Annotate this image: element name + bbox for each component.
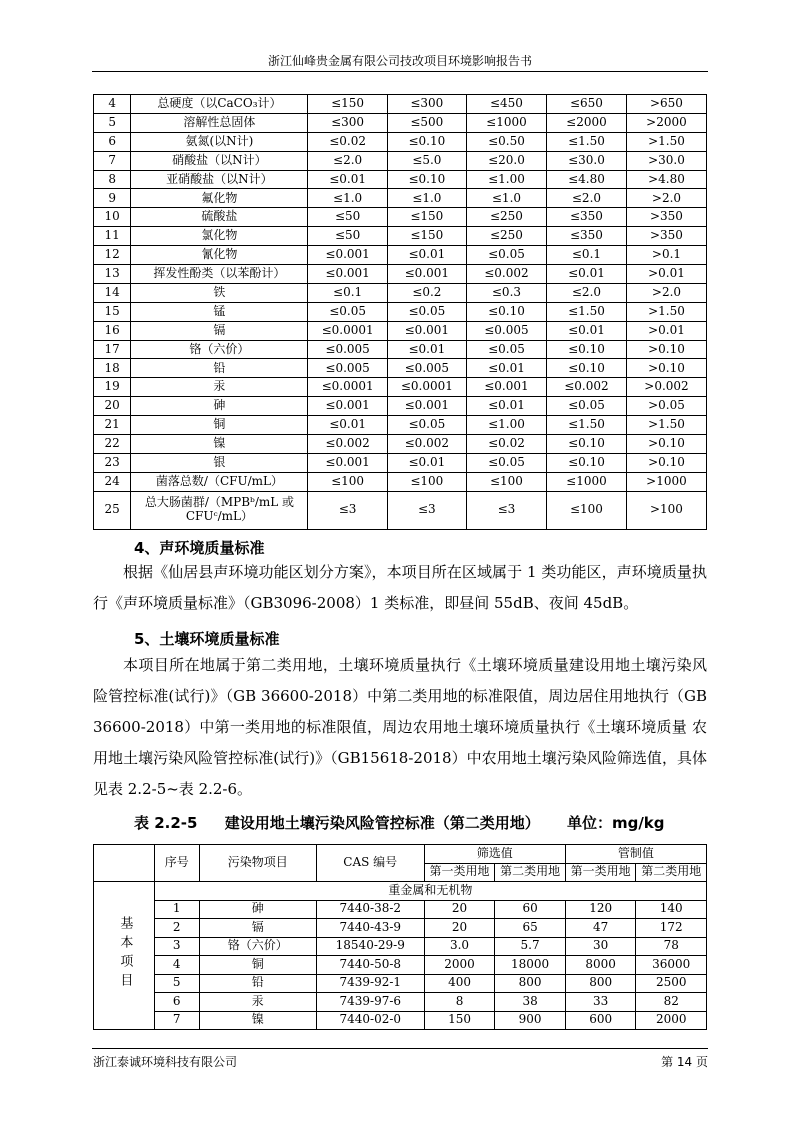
class-limit-value: ≤0.01 xyxy=(387,453,466,472)
row-number: 3 xyxy=(154,937,199,956)
cas-number: 7440-38-2 xyxy=(316,900,424,919)
class-limit-value: ≤250 xyxy=(466,208,546,227)
screen-class1-value: 2000 xyxy=(424,956,495,975)
class-limit-value: ≤50 xyxy=(308,208,387,227)
row-number: 20 xyxy=(94,397,131,416)
class-limit-value: ≤0.05 xyxy=(466,246,546,265)
class-limit-value: ≤100 xyxy=(466,472,546,491)
row-number: 13 xyxy=(94,265,131,284)
side-label-cell xyxy=(94,882,155,1030)
row-number: 17 xyxy=(94,340,131,359)
table-row xyxy=(94,283,707,302)
class-limit-value: ≤650 xyxy=(546,95,626,114)
class-limit-value: ≤350 xyxy=(546,227,626,246)
class-limit-value: ≤0.01 xyxy=(308,416,387,435)
class-limit-value: ≤0.05 xyxy=(308,302,387,321)
class-limit-value: ≤0.10 xyxy=(546,359,626,378)
table-row xyxy=(94,956,707,975)
class-limit-value: ≤0.10 xyxy=(387,132,466,151)
control-class2-value: 78 xyxy=(636,937,707,956)
class-limit-value: ≤1.00 xyxy=(466,416,546,435)
row-number: 18 xyxy=(94,359,131,378)
section-4-text: 根据《仙居县声环境功能区划分方案》，本项目所在区域属于 1 类功能区，声环境质量执行《声环境质量标准》（GB3096-2008）1 类标准，即昼间 55dB、夜间 45dB。 xyxy=(93,563,707,612)
section-5-text: 本项目所在地属于第二类用地，土壤环境质量执行《土壤环境质量建设用地土壤污染风险管控标准(试行)》（GB 36600-2018）中第二类用地的标准限值，周边居住用地执行（GB 36600-2018）中第一类用地的标准限值，周边农用地土壤环境质量执行《土壤环境质量 农用地土壤污染风险管控标准(试行)》（GB15618-2018）中农用地土壤污染风险筛选值，具体见表 2.2-5~表 2.2-6。 xyxy=(93,656,707,798)
class-limit-value: ≤1.0 xyxy=(466,189,546,208)
row-number: 10 xyxy=(94,208,131,227)
pollutant-name: 砷 xyxy=(199,900,316,919)
groundwater-standard-table xyxy=(93,94,707,530)
class-limit-value: ≤3 xyxy=(308,491,387,529)
header-seq: 序号 xyxy=(154,845,199,882)
class-limit-value: ≤0.50 xyxy=(466,132,546,151)
control-class2-value: 2000 xyxy=(636,1011,707,1030)
class-limit-value: ≤0.005 xyxy=(387,359,466,378)
class-limit-value: ≤0.001 xyxy=(387,321,466,340)
class-limit-value: ≤0.001 xyxy=(308,453,387,472)
row-number: 12 xyxy=(94,246,131,265)
class-limit-value: ≤0.10 xyxy=(546,453,626,472)
class-limit-value: >0.01 xyxy=(626,321,706,340)
table-row xyxy=(94,208,707,227)
class-limit-value: ≤0.01 xyxy=(466,359,546,378)
table-row xyxy=(94,937,707,956)
class-limit-value: ≤3 xyxy=(466,491,546,529)
class-limit-value: >2.0 xyxy=(626,283,706,302)
class-limit-value: ≤0.001 xyxy=(308,246,387,265)
indicator-name: 挥发性酚类（以苯酚计） xyxy=(131,265,308,284)
class-limit-value: >0.01 xyxy=(626,265,706,284)
pollutant-name: 镉 xyxy=(199,919,316,938)
header-cas: CAS 编号 xyxy=(316,845,424,882)
row-number: 6 xyxy=(154,993,199,1012)
table-row xyxy=(94,491,707,529)
control-class2-value: 36000 xyxy=(636,956,707,975)
row-number: 16 xyxy=(94,321,131,340)
table-row xyxy=(94,900,707,919)
table-row xyxy=(94,378,707,397)
table-row xyxy=(94,397,707,416)
class-limit-value: ≤0.005 xyxy=(466,321,546,340)
class-limit-value: ≤150 xyxy=(387,227,466,246)
class-limit-value: ≤0.05 xyxy=(387,416,466,435)
header-control-class2: 第二类用地 xyxy=(636,863,707,882)
indicator-name: 硝酸盐（以N计） xyxy=(131,151,308,170)
class-limit-value: ≤0.001 xyxy=(308,397,387,416)
class-limit-value: ≤0.001 xyxy=(308,265,387,284)
indicator-name: 总大肠菌群/（MPBᵇ/mL 或 CFUᶜ/mL） xyxy=(131,491,308,529)
screen-class1-value: 3.0 xyxy=(424,937,495,956)
class-limit-value: ≤0.001 xyxy=(466,378,546,397)
class-limit-value: ≤100 xyxy=(546,491,626,529)
class-limit-value: ≤0.10 xyxy=(546,435,626,454)
cas-number: 7439-97-6 xyxy=(316,993,424,1012)
control-class1-value: 33 xyxy=(565,993,636,1012)
table-row xyxy=(94,919,707,938)
table-row xyxy=(94,340,707,359)
class-limit-value: ≤0.01 xyxy=(466,397,546,416)
class-limit-value: >2.0 xyxy=(626,189,706,208)
row-number: 9 xyxy=(94,189,131,208)
class-limit-value: ≤0.05 xyxy=(387,302,466,321)
class-limit-value: ≤5.0 xyxy=(387,151,466,170)
row-number: 15 xyxy=(94,302,131,321)
class-limit-value: ≤1.0 xyxy=(308,189,387,208)
row-number: 5 xyxy=(94,113,131,132)
screen-class2-value: 38 xyxy=(495,993,566,1012)
corner-cell xyxy=(94,845,155,882)
indicator-name: 总硬度（以CaCO₃计） xyxy=(131,95,308,114)
class-limit-value: >30.0 xyxy=(626,151,706,170)
control-class1-value: 120 xyxy=(565,900,636,919)
table-caption xyxy=(134,812,687,833)
class-limit-value: ≤0.05 xyxy=(466,453,546,472)
class-limit-value: ≤0.002 xyxy=(466,265,546,284)
indicator-name: 硫酸盐 xyxy=(131,208,308,227)
control-class2-value: 2500 xyxy=(636,974,707,993)
row-number: 7 xyxy=(94,151,131,170)
row-number: 7 xyxy=(154,1011,199,1030)
cas-number: 18540-29-9 xyxy=(316,937,424,956)
header-rule xyxy=(92,71,708,72)
table-row xyxy=(94,246,707,265)
class-limit-value: ≤0.0001 xyxy=(387,378,466,397)
screen-class2-value: 900 xyxy=(495,1011,566,1030)
class-limit-value: ≤0.01 xyxy=(387,340,466,359)
class-limit-value: ≤1.0 xyxy=(387,189,466,208)
table-row xyxy=(94,993,707,1012)
header-control: 管制值 xyxy=(565,845,706,864)
row-number: 25 xyxy=(94,491,131,529)
table-row xyxy=(94,453,707,472)
class-limit-value: ≤0.001 xyxy=(387,397,466,416)
screen-class1-value: 20 xyxy=(424,900,495,919)
row-number: 14 xyxy=(94,283,131,302)
row-number: 11 xyxy=(94,227,131,246)
indicator-name: 氯化物 xyxy=(131,227,308,246)
class-limit-value: ≤0.2 xyxy=(387,283,466,302)
class-limit-value: ≤2.0 xyxy=(308,151,387,170)
soil-standard-table xyxy=(93,844,707,1030)
screen-class1-value: 400 xyxy=(424,974,495,993)
table-row xyxy=(94,472,707,491)
table-row xyxy=(94,265,707,284)
class-limit-value: ≤100 xyxy=(387,472,466,491)
class-limit-value: ≤350 xyxy=(546,208,626,227)
pollutant-name: 汞 xyxy=(199,993,316,1012)
class-limit-value: >0.10 xyxy=(626,340,706,359)
indicator-name: 镉 xyxy=(131,321,308,340)
class-limit-value: >1.50 xyxy=(626,416,706,435)
indicator-name: 亚硝酸盐（以N计） xyxy=(131,170,308,189)
table-number: 表 2.2-5 xyxy=(134,814,198,832)
cas-number: 7440-43-9 xyxy=(316,919,424,938)
header-control-class1: 第一类用地 xyxy=(565,863,636,882)
class-limit-value: ≤100 xyxy=(308,472,387,491)
row-number: 6 xyxy=(94,132,131,151)
indicator-name: 锰 xyxy=(131,302,308,321)
class-limit-value: >650 xyxy=(626,95,706,114)
row-number: 2 xyxy=(154,919,199,938)
table-row xyxy=(94,113,707,132)
class-limit-value: ≤0.005 xyxy=(308,340,387,359)
row-number: 4 xyxy=(154,956,199,975)
section-5-heading: 5、土壤环境质量标准 xyxy=(134,630,280,648)
table-row xyxy=(94,189,707,208)
control-class1-value: 30 xyxy=(565,937,636,956)
section-4-heading: 4、声环境质量标准 xyxy=(134,539,265,557)
table-row xyxy=(94,1011,707,1030)
group-label: 重金属和无机物 xyxy=(154,882,706,901)
table-row xyxy=(94,359,707,378)
class-limit-value: ≤50 xyxy=(308,227,387,246)
row-number: 4 xyxy=(94,95,131,114)
class-limit-value: ≤450 xyxy=(466,95,546,114)
screen-class1-value: 8 xyxy=(424,993,495,1012)
class-limit-value: ≤2.0 xyxy=(546,283,626,302)
indicator-name: 铬（六价） xyxy=(131,340,308,359)
table-row xyxy=(94,227,707,246)
class-limit-value: >0.1 xyxy=(626,246,706,265)
header-screen-class1: 第一类用地 xyxy=(424,863,495,882)
cas-number: 7440-50-8 xyxy=(316,956,424,975)
side-label: 基本项目 xyxy=(117,915,133,992)
class-limit-value: ≤0.005 xyxy=(308,359,387,378)
screen-class2-value: 65 xyxy=(495,919,566,938)
table-row xyxy=(94,974,707,993)
footer-page-number: 第 14 页 xyxy=(661,1055,708,1069)
class-limit-value: >2000 xyxy=(626,113,706,132)
class-limit-value: >1.50 xyxy=(626,132,706,151)
class-limit-value: ≤3 xyxy=(387,491,466,529)
indicator-name: 铜 xyxy=(131,416,308,435)
indicator-name: 菌落总数/（CFU/mL） xyxy=(131,472,308,491)
header-item: 污染物项目 xyxy=(199,845,316,882)
class-limit-value: ≤300 xyxy=(308,113,387,132)
pollutant-name: 铬（六价） xyxy=(199,937,316,956)
control-class1-value: 8000 xyxy=(565,956,636,975)
class-limit-value: >350 xyxy=(626,208,706,227)
table-row xyxy=(94,416,707,435)
screen-class1-value: 20 xyxy=(424,919,495,938)
class-limit-value: ≤4.80 xyxy=(546,170,626,189)
header-screen: 筛选值 xyxy=(424,845,565,864)
class-limit-value: >1.50 xyxy=(626,302,706,321)
indicator-name: 溶解性总固体 xyxy=(131,113,308,132)
class-limit-value: ≤1.50 xyxy=(546,416,626,435)
table-title: 建设用地土壤污染风险管控标准（第二类用地） xyxy=(224,814,540,832)
screen-class2-value: 5.7 xyxy=(495,937,566,956)
class-limit-value: ≤150 xyxy=(308,95,387,114)
class-limit-value: ≤0.1 xyxy=(546,246,626,265)
class-limit-value: ≤1.00 xyxy=(466,170,546,189)
control-class1-value: 600 xyxy=(565,1011,636,1030)
class-limit-value: >4.80 xyxy=(626,170,706,189)
control-class2-value: 172 xyxy=(636,919,707,938)
row-number: 22 xyxy=(94,435,131,454)
class-limit-value: >0.10 xyxy=(626,453,706,472)
class-limit-value: ≤0.01 xyxy=(546,321,626,340)
class-limit-value: >0.002 xyxy=(626,378,706,397)
cas-number: 7439-92-1 xyxy=(316,974,424,993)
class-limit-value: ≤0.02 xyxy=(466,435,546,454)
class-limit-value: ≤0.002 xyxy=(308,435,387,454)
screen-class2-value: 60 xyxy=(495,900,566,919)
row-number: 8 xyxy=(94,170,131,189)
control-class1-value: 800 xyxy=(565,974,636,993)
control-class2-value: 140 xyxy=(636,900,707,919)
class-limit-value: ≤0.01 xyxy=(387,246,466,265)
control-class1-value: 47 xyxy=(565,919,636,938)
pollutant-name: 铜 xyxy=(199,956,316,975)
class-limit-value: ≤500 xyxy=(387,113,466,132)
indicator-name: 氰化物 xyxy=(131,246,308,265)
footer-rule xyxy=(92,1048,708,1049)
class-limit-value: ≤1.50 xyxy=(546,132,626,151)
page-header: 浙江仙峰贵金属有限公司技改项目环境影响报告书 xyxy=(267,54,532,68)
class-limit-value: ≤0.001 xyxy=(387,265,466,284)
class-limit-value: ≤2000 xyxy=(546,113,626,132)
class-limit-value: >0.10 xyxy=(626,359,706,378)
class-limit-value: ≤0.02 xyxy=(308,132,387,151)
row-number: 23 xyxy=(94,453,131,472)
class-limit-value: ≤0.01 xyxy=(546,265,626,284)
class-limit-value: ≤0.3 xyxy=(466,283,546,302)
indicator-name: 镍 xyxy=(131,435,308,454)
class-limit-value: ≤250 xyxy=(466,227,546,246)
pollutant-name: 镍 xyxy=(199,1011,316,1030)
screen-class2-value: 800 xyxy=(495,974,566,993)
class-limit-value: ≤1000 xyxy=(466,113,546,132)
class-limit-value: ≤0.002 xyxy=(387,435,466,454)
class-limit-value: ≤0.05 xyxy=(546,397,626,416)
class-limit-value: ≤0.10 xyxy=(546,340,626,359)
table-row xyxy=(94,151,707,170)
indicator-name: 铅 xyxy=(131,359,308,378)
footer-company: 浙江泰诚环境科技有限公司 xyxy=(93,1055,238,1069)
class-limit-value: >100 xyxy=(626,491,706,529)
class-limit-value: ≤2.0 xyxy=(546,189,626,208)
class-limit-value: ≤0.01 xyxy=(308,170,387,189)
class-limit-value: ≤1000 xyxy=(546,472,626,491)
class-limit-value: ≤20.0 xyxy=(466,151,546,170)
class-limit-value: ≤0.1 xyxy=(308,283,387,302)
class-limit-value: ≤0.0001 xyxy=(308,321,387,340)
indicator-name: 氨氮(以N计) xyxy=(131,132,308,151)
class-limit-value: ≤0.10 xyxy=(387,170,466,189)
row-number: 5 xyxy=(154,974,199,993)
indicator-name: 银 xyxy=(131,453,308,472)
indicator-name: 铁 xyxy=(131,283,308,302)
control-class2-value: 82 xyxy=(636,993,707,1012)
screen-class2-value: 18000 xyxy=(495,956,566,975)
table-row xyxy=(94,435,707,454)
table-row xyxy=(94,132,707,151)
header-screen-class2: 第二类用地 xyxy=(495,863,566,882)
row-number: 21 xyxy=(94,416,131,435)
class-limit-value: >0.05 xyxy=(626,397,706,416)
indicator-name: 砷 xyxy=(131,397,308,416)
screen-class1-value: 150 xyxy=(424,1011,495,1030)
cas-number: 7440-02-0 xyxy=(316,1011,424,1030)
indicator-name: 氟化物 xyxy=(131,189,308,208)
table-row xyxy=(94,170,707,189)
class-limit-value: >350 xyxy=(626,227,706,246)
table-row xyxy=(94,302,707,321)
row-number: 1 xyxy=(154,900,199,919)
table-unit: 单位：mg/kg xyxy=(566,814,665,832)
class-limit-value: ≤0.10 xyxy=(466,302,546,321)
pollutant-name: 铅 xyxy=(199,974,316,993)
row-number: 24 xyxy=(94,472,131,491)
class-limit-value: ≤0.002 xyxy=(546,378,626,397)
row-number: 19 xyxy=(94,378,131,397)
class-limit-value: ≤0.0001 xyxy=(308,378,387,397)
class-limit-value: >1000 xyxy=(626,472,706,491)
class-limit-value: ≤1.50 xyxy=(546,302,626,321)
class-limit-value: ≤0.05 xyxy=(466,340,546,359)
class-limit-value: ≤300 xyxy=(387,95,466,114)
indicator-name: 汞 xyxy=(131,378,308,397)
class-limit-value: ≤30.0 xyxy=(546,151,626,170)
table-row xyxy=(94,95,707,114)
table-row xyxy=(94,321,707,340)
class-limit-value: >0.10 xyxy=(626,435,706,454)
class-limit-value: ≤150 xyxy=(387,208,466,227)
